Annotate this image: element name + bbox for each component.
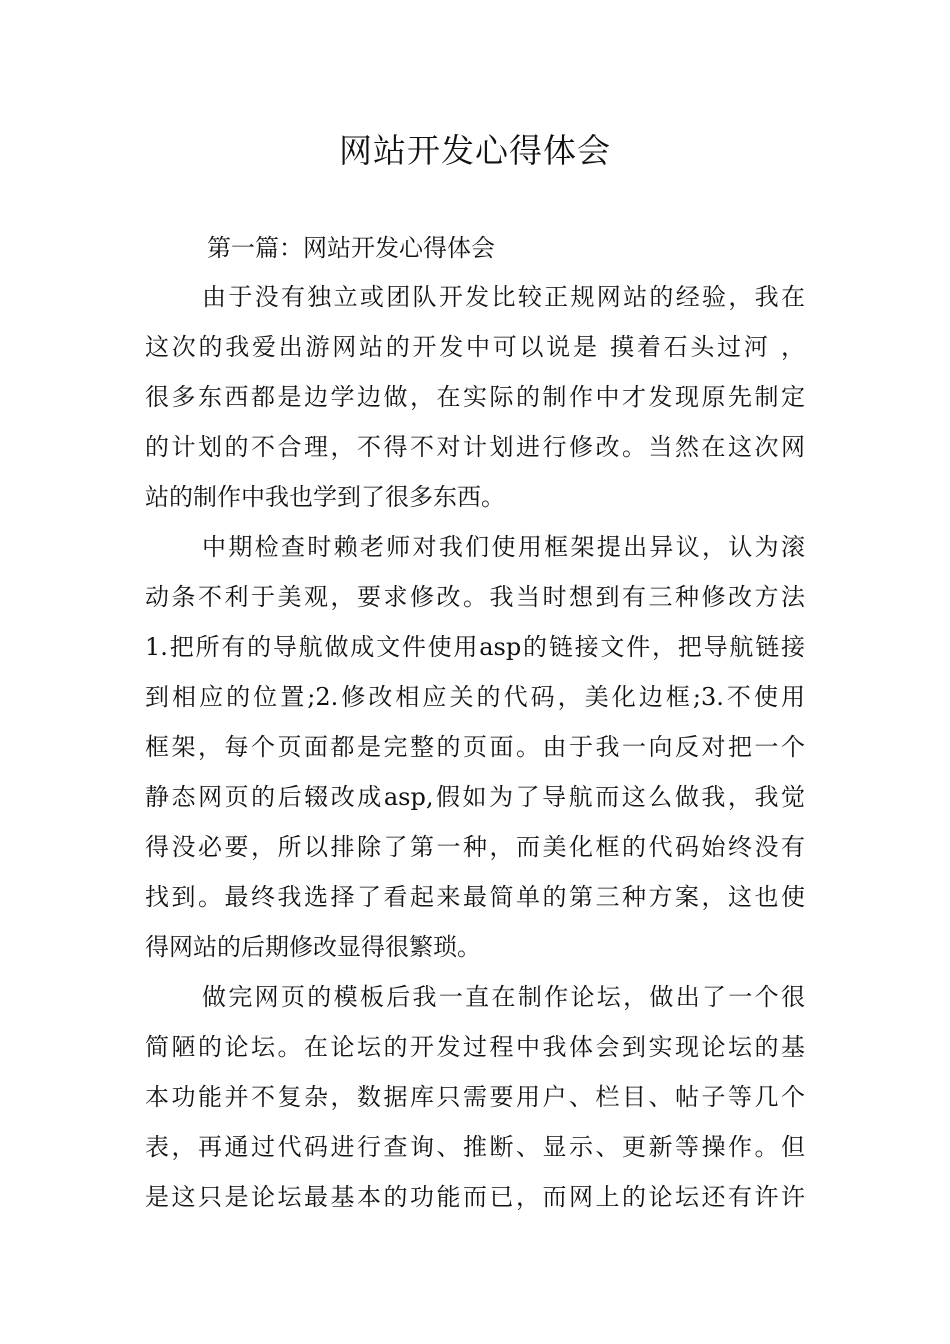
paragraph-line: 得没必要，所以排除了第一种，而美化框的代码始终没有 xyxy=(145,833,805,861)
paragraph-line: 做完网页的模板后我一直在制作论坛，做出了一个很 xyxy=(202,983,805,1011)
paragraph-line: 的计划的不合理，不得不对计划进行修改。当然在这次网 xyxy=(145,433,805,461)
document-title: 网站开发心得体会 xyxy=(339,131,611,170)
paragraph-line: 站的制作中我也学到了很多东西。 xyxy=(145,483,505,511)
section-heading: 第一篇：网站开发心得体会 xyxy=(207,234,495,262)
paragraph-line: 很多东西都是边学边做，在实际的制作中才发现原先制定 xyxy=(145,383,805,411)
paragraph-line: 静态网页的后辍改成asp,假如为了导航而这么做我，我觉 xyxy=(145,783,805,811)
paragraph-line: 表，再通过代码进行查询、推断、显示、更新等操作。但 xyxy=(145,1133,805,1161)
paragraph-line: 框架，每个页面都是完整的页面。由于我一向反对把一个 xyxy=(145,733,805,761)
paragraph-line: 是这只是论坛最基本的功能而已，而网上的论坛还有许许 xyxy=(145,1183,805,1211)
paragraph-line: 得网站的后期修改显得很繁琐。 xyxy=(145,933,481,961)
paragraph-line: 动条不利于美观，要求修改。我当时想到有三种修改方法 xyxy=(145,583,805,611)
paragraph-line: 中期检查时赖老师对我们使用框架提出异议，认为滚 xyxy=(202,533,805,561)
paragraph-line: 由于没有独立或团队开发比较正规网站的经验，我在 xyxy=(202,283,805,311)
paragraph-line: 1.把所有的导航做成文件使用asp的链接文件，把导航链接 xyxy=(145,633,805,661)
paragraph-line: 本功能并不复杂，数据库只需要用户、栏目、帖子等几个 xyxy=(145,1083,805,1111)
paragraph-line: 到相应的位置;2.修改相应关的代码，美化边框;3.不使用 xyxy=(145,683,805,711)
paragraph-line: 简陋的论坛。在论坛的开发过程中我体会到实现论坛的基 xyxy=(145,1033,805,1061)
paragraph-line: 这次的我爱出游网站的开发中可以说是 摸着石头过河 ， xyxy=(145,333,805,361)
paragraph-line: 找到。最终我选择了看起来最简单的第三种方案，这也使 xyxy=(145,883,805,911)
